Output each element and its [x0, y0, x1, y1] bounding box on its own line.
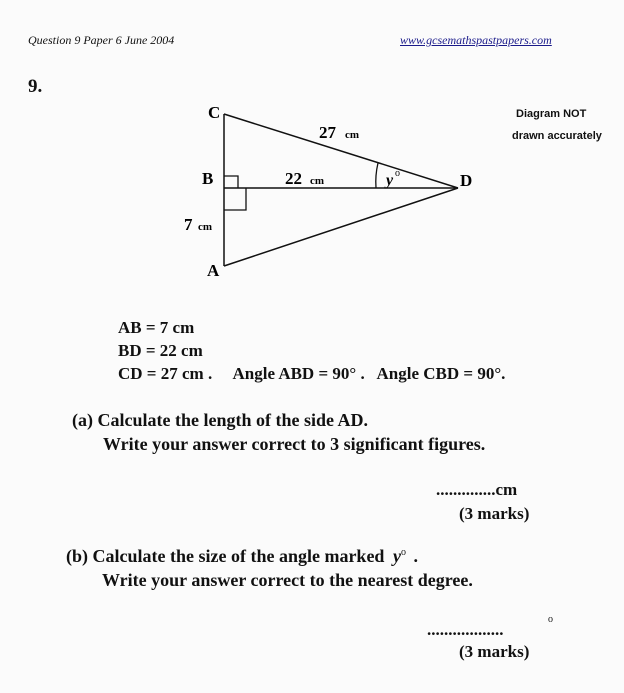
part-b-question-text: (b) Calculate the size of the angle marked [66, 546, 385, 566]
part-a-question: (a) Calculate the length of the side AD. [72, 410, 368, 430]
diagram-note-line2: drawn accurately [512, 130, 602, 142]
part-a-answer-line[interactable]: ..............cm [436, 480, 518, 499]
bd-length-value: 22 [285, 169, 302, 188]
cd-length-unit: cm [345, 129, 360, 141]
part-b-period: . [413, 546, 418, 566]
given-ab: AB = 7 cm [118, 318, 195, 337]
right-angle-marker-abd [224, 188, 246, 210]
given-bd: BD = 22 cm [118, 341, 203, 360]
part-a-marks: (3 marks) [459, 504, 530, 523]
ab-length-value: 7 [184, 215, 193, 234]
header-left: Question 9 Paper 6 June 2004 [28, 33, 175, 47]
part-b-answer-degree: o [548, 614, 553, 625]
part-b-angle-degree: o [400, 547, 406, 558]
angle-y-degree: o [395, 168, 400, 179]
part-b-marks: (3 marks) [459, 642, 530, 661]
angle-y-arc [376, 163, 378, 188]
question-number: 9. [28, 76, 43, 97]
diagram-note-line1: Diagram NOT [516, 108, 587, 120]
cd-length-value: 27 [319, 123, 336, 142]
vertex-a-label: A [207, 261, 220, 280]
part-b-question [66, 546, 418, 567]
part-a-instruction: Write your answer correct to 3 significant figures. [103, 434, 486, 454]
ab-length-unit: cm [198, 221, 213, 233]
vertex-b-label: B [202, 169, 214, 188]
side-cd [224, 114, 458, 188]
header-website[interactable]: www.gcsemathspastpapers.com [400, 33, 552, 47]
vertex-c-label: C [208, 103, 221, 122]
bd-length-unit: cm [310, 175, 325, 187]
right-angle-marker-cbd [224, 176, 238, 188]
angle-y-label: y [386, 172, 394, 189]
given-cd-angles: CD = 27 cm . Angle ABD = 90° . Angle CBD = 90°. [118, 364, 506, 383]
part-b-answer-line[interactable]: .................. [427, 620, 504, 639]
side-ad [224, 188, 458, 266]
part-b-angle-var: y [392, 546, 401, 566]
vertex-d-label: D [460, 171, 473, 190]
part-b-instruction: Write your answer correct to the nearest degree. [102, 570, 473, 590]
